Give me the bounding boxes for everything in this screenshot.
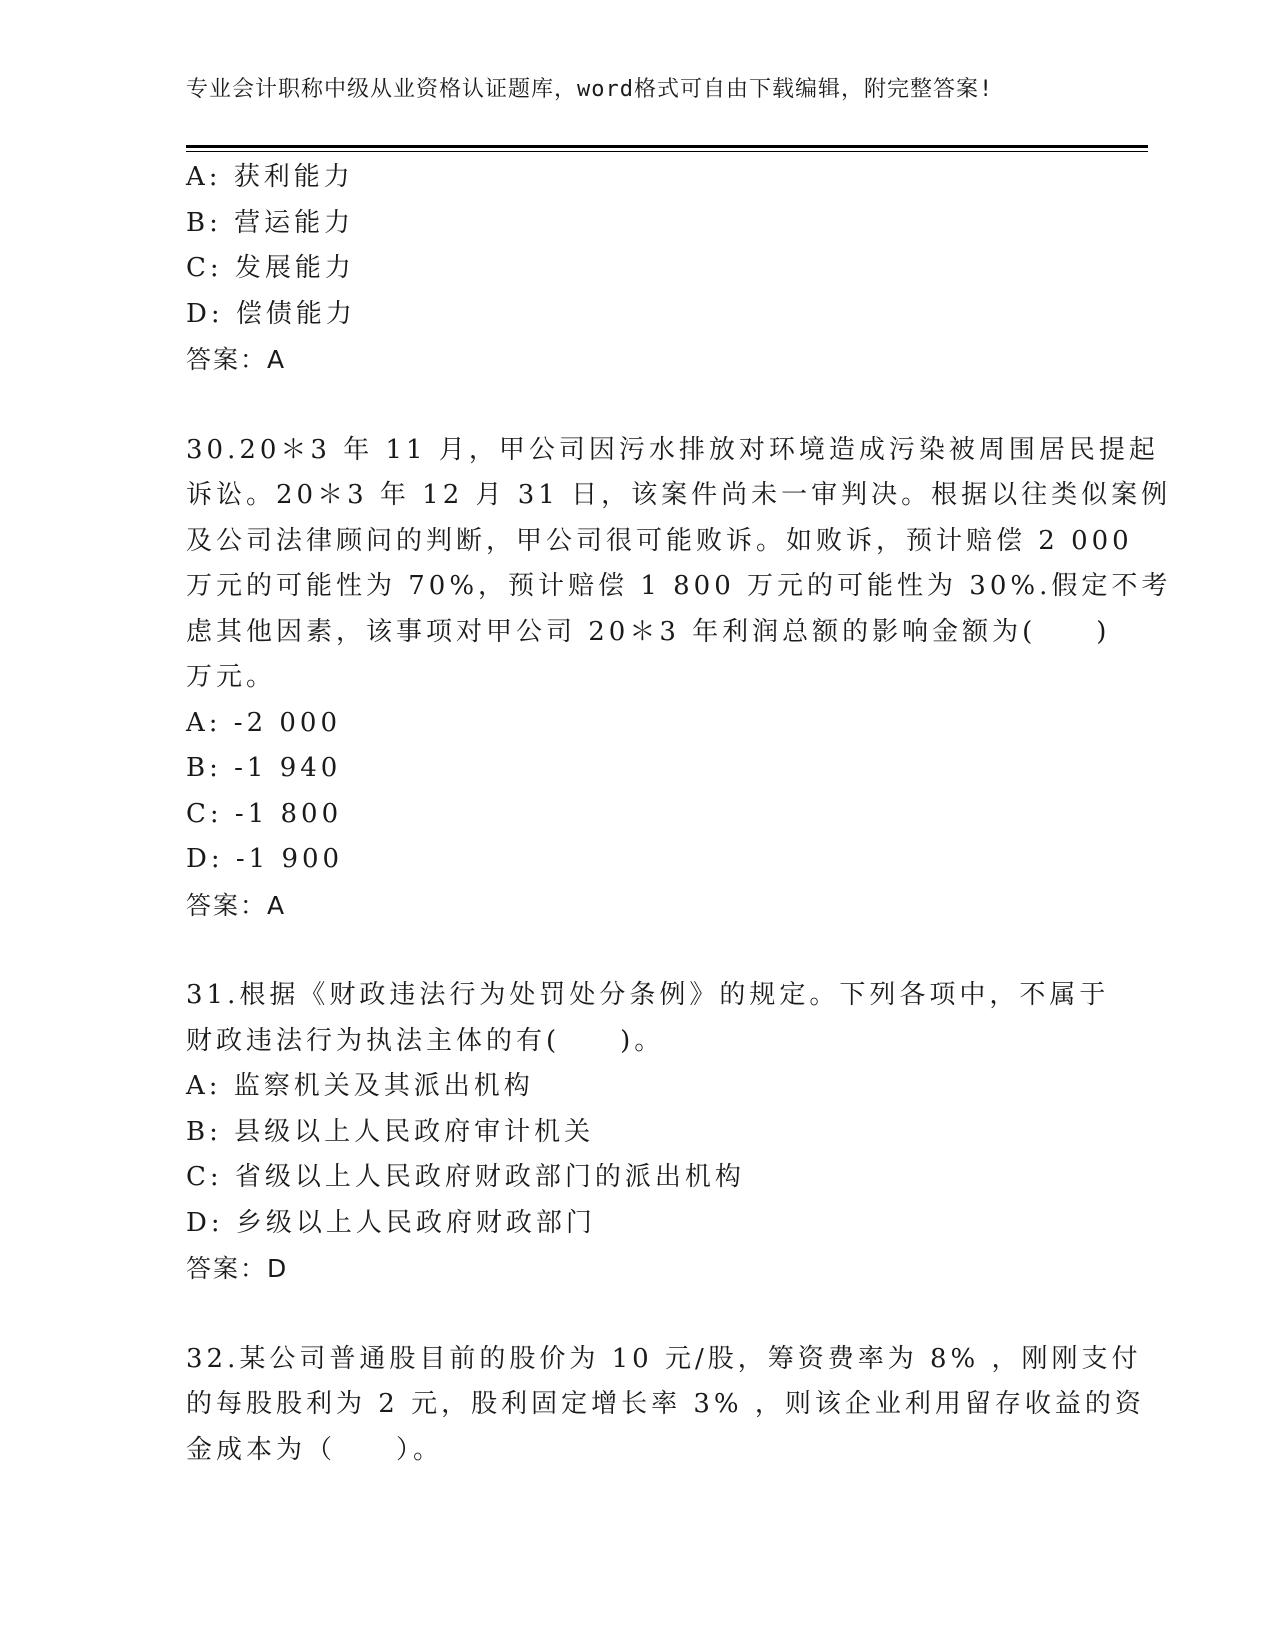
question-stem-line: 金成本为（ ）。: [186, 1434, 444, 1465]
question-stem-line: 及公司法律顾问的判断，甲公司很可能败诉。如败诉，预计赔偿 2 000: [186, 525, 1133, 556]
question-stem-line: 31.根据《财政违法行为处罚处分条例》的规定。下列各项中，不属于: [186, 980, 1110, 1010]
header-rule-thin: [186, 151, 1148, 152]
option-c: C: 发展能力: [186, 253, 355, 283]
question-stem-line: 财政违法行为执法主体的有( )。: [186, 1025, 665, 1056]
question-stem-line: 万元的可能性为 70%，预计赔偿 1 800 万元的可能性为 30%.假定不考: [186, 571, 1172, 601]
option-b: B: 县级以上人民政府审计机关: [186, 1116, 595, 1147]
question-stem-line: 32.某公司普通股目前的股价为 10 元/股，筹资费率为 8% ，刚刚支付: [186, 1343, 1142, 1374]
answer-line: 答案：D: [186, 1254, 289, 1283]
option-d: D: 乡级以上人民政府财政部门: [186, 1207, 596, 1238]
question-stem-line: 的每股股利为 2 元，股利固定增长率 3% ，则该企业利用留存收益的资: [186, 1389, 1145, 1419]
page-header: 专业会计职称中级从业资格认证题库，word格式可自由下载编辑，附完整答案!: [186, 77, 994, 102]
prev-question-block: [186, 155, 1076, 383]
question-stem-line: 虑其他因素，该事项对甲公司 20＊3 年利润总额的影响金额为( ): [186, 616, 1111, 647]
option-a: A: 监察机关及其派出机构: [186, 1071, 534, 1101]
question-30: [186, 428, 1172, 929]
option-d: D: 偿债能力: [186, 298, 356, 329]
header-rule-thick: [186, 145, 1148, 148]
answer-line: 答案：A: [186, 890, 287, 920]
option-d: D: -1 900: [186, 844, 344, 874]
question-stem-line: 30.20＊3 年 11 月，甲公司因污水排放对环境造成污染被周围居民提起: [186, 434, 1159, 465]
question-32: [186, 1337, 1145, 1474]
question-stem-line: 万元。: [186, 662, 277, 692]
question-31: [186, 973, 1110, 1292]
option-c: C: 省级以上人民政府财政部门的派出机构: [186, 1162, 745, 1192]
question-stem-line: 诉讼。20＊3 年 12 月 31 日，该案件尚未一审判决。根据以往类似案例: [186, 480, 1172, 510]
option-b: B: 营运能力: [186, 207, 355, 238]
answer-line: 答案：A: [186, 345, 287, 374]
question-content: [186, 155, 1172, 1473]
option-c: C: -1 800: [186, 798, 343, 829]
option-a: A: -2 000: [186, 707, 342, 738]
option-b: B: -1 940: [186, 753, 342, 783]
option-a: A: 获利能力: [186, 162, 354, 192]
